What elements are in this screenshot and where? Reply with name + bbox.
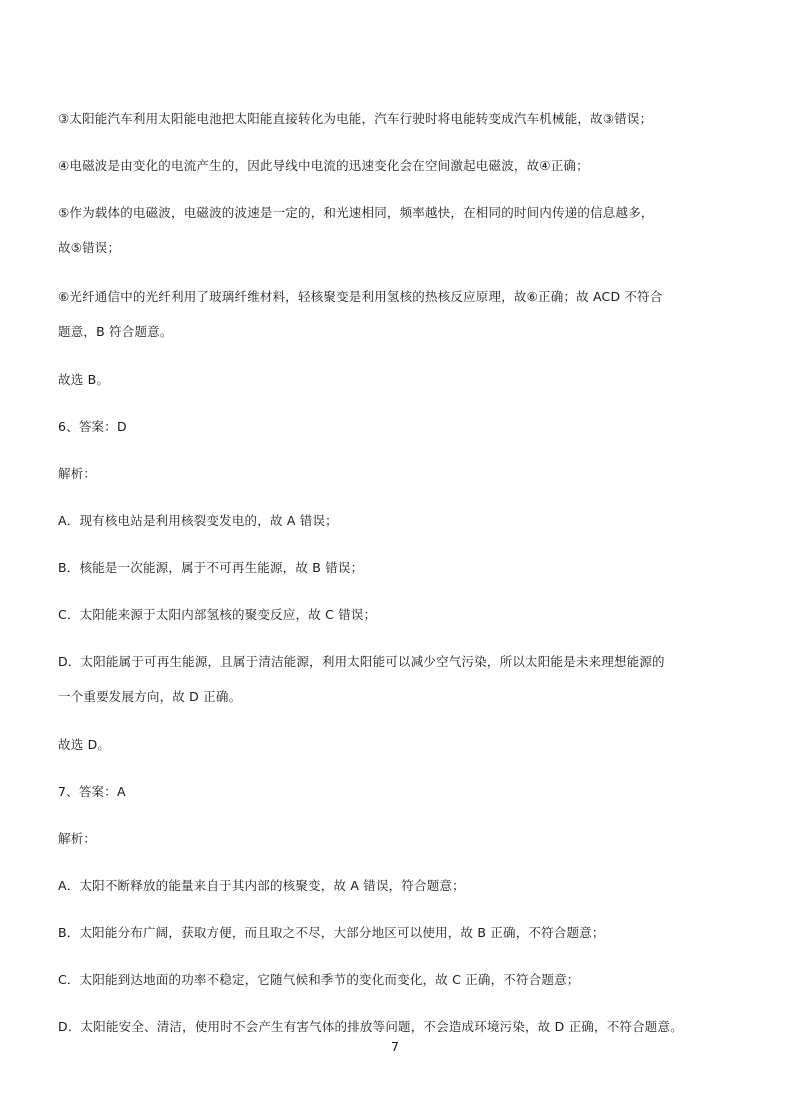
- text-line-7a: A．太阳不断释放的能量来自于其内部的核聚变，故 A 错误，符合题意；: [58, 878, 465, 893]
- text-line-conclusion-d: 故选 D。: [58, 737, 111, 752]
- text-line-item6: ⑥光纤通信中的光纤利用了玻璃纤维材料，轻核聚变是利用氢核的热核反应原理，故⑥正确；故 ACD 不符合: [58, 289, 663, 304]
- analysis-label-6: 解析：: [58, 466, 97, 481]
- text-line-item4: ④电磁波是由变化的电流产生的，因此导线中电流的迅速变化会在空间激起电磁波，故④正确；: [58, 158, 589, 173]
- text-line-7d: D．太阳能安全、清洁，使用时不会产生有害气体的排放等问题，不会造成环境污染，故 D 正确，不符合题意。: [58, 1019, 683, 1034]
- text-line-6c: C．太阳能来源于太阳内部氢核的聚变反应，故 C 错误；: [58, 607, 377, 622]
- answer-heading-6: 6、答案：D: [58, 419, 127, 434]
- text-line-item5-cont: 故⑤错误；: [58, 240, 121, 255]
- text-line-6a: A．现有核电站是利用核裂变发电的，故 A 错误；: [58, 513, 338, 528]
- page-number: 7: [391, 1039, 399, 1054]
- text-line-item3: ③太阳能汽车利用太阳能电池把太阳能直接转化为电能，汽车行驶时将电能转变成汽车机械能，故③错误；: [58, 111, 653, 126]
- text-line-6b: B．核能是一次能源，属于不可再生能源，故 B 错误；: [58, 560, 364, 575]
- text-line-7b: B．太阳能分布广阔，获取方便，而且取之不尽，大部分地区可以使用，故 B 正确，不符合题意；: [58, 925, 605, 940]
- text-line-7c: C．太阳能到达地面的功率不稳定，它随气候和季节的变化而变化，故 C 正确，不符合题意；: [58, 972, 580, 987]
- answer-heading-7: 7、答案：A: [58, 784, 126, 799]
- text-line-item6-cont: 题意，B 符合题意。: [58, 324, 173, 339]
- text-line-conclusion-b: 故选 B。: [58, 372, 110, 387]
- text-line-6d: D．太阳能属于可再生能源，且属于清洁能源，利用太阳能可以减少空气污染，所以太阳能是未来理想能源的: [58, 654, 665, 669]
- analysis-label-7: 解析：: [58, 831, 97, 846]
- text-line-item5: ⑤作为载体的电磁波，电磁波的波速是一定的，和光速相同，频率越快，在相同的时间内传递的信息越多，: [58, 205, 654, 220]
- text-line-6d-cont: 一个重要发展方向，故 D 正确。: [58, 689, 242, 704]
